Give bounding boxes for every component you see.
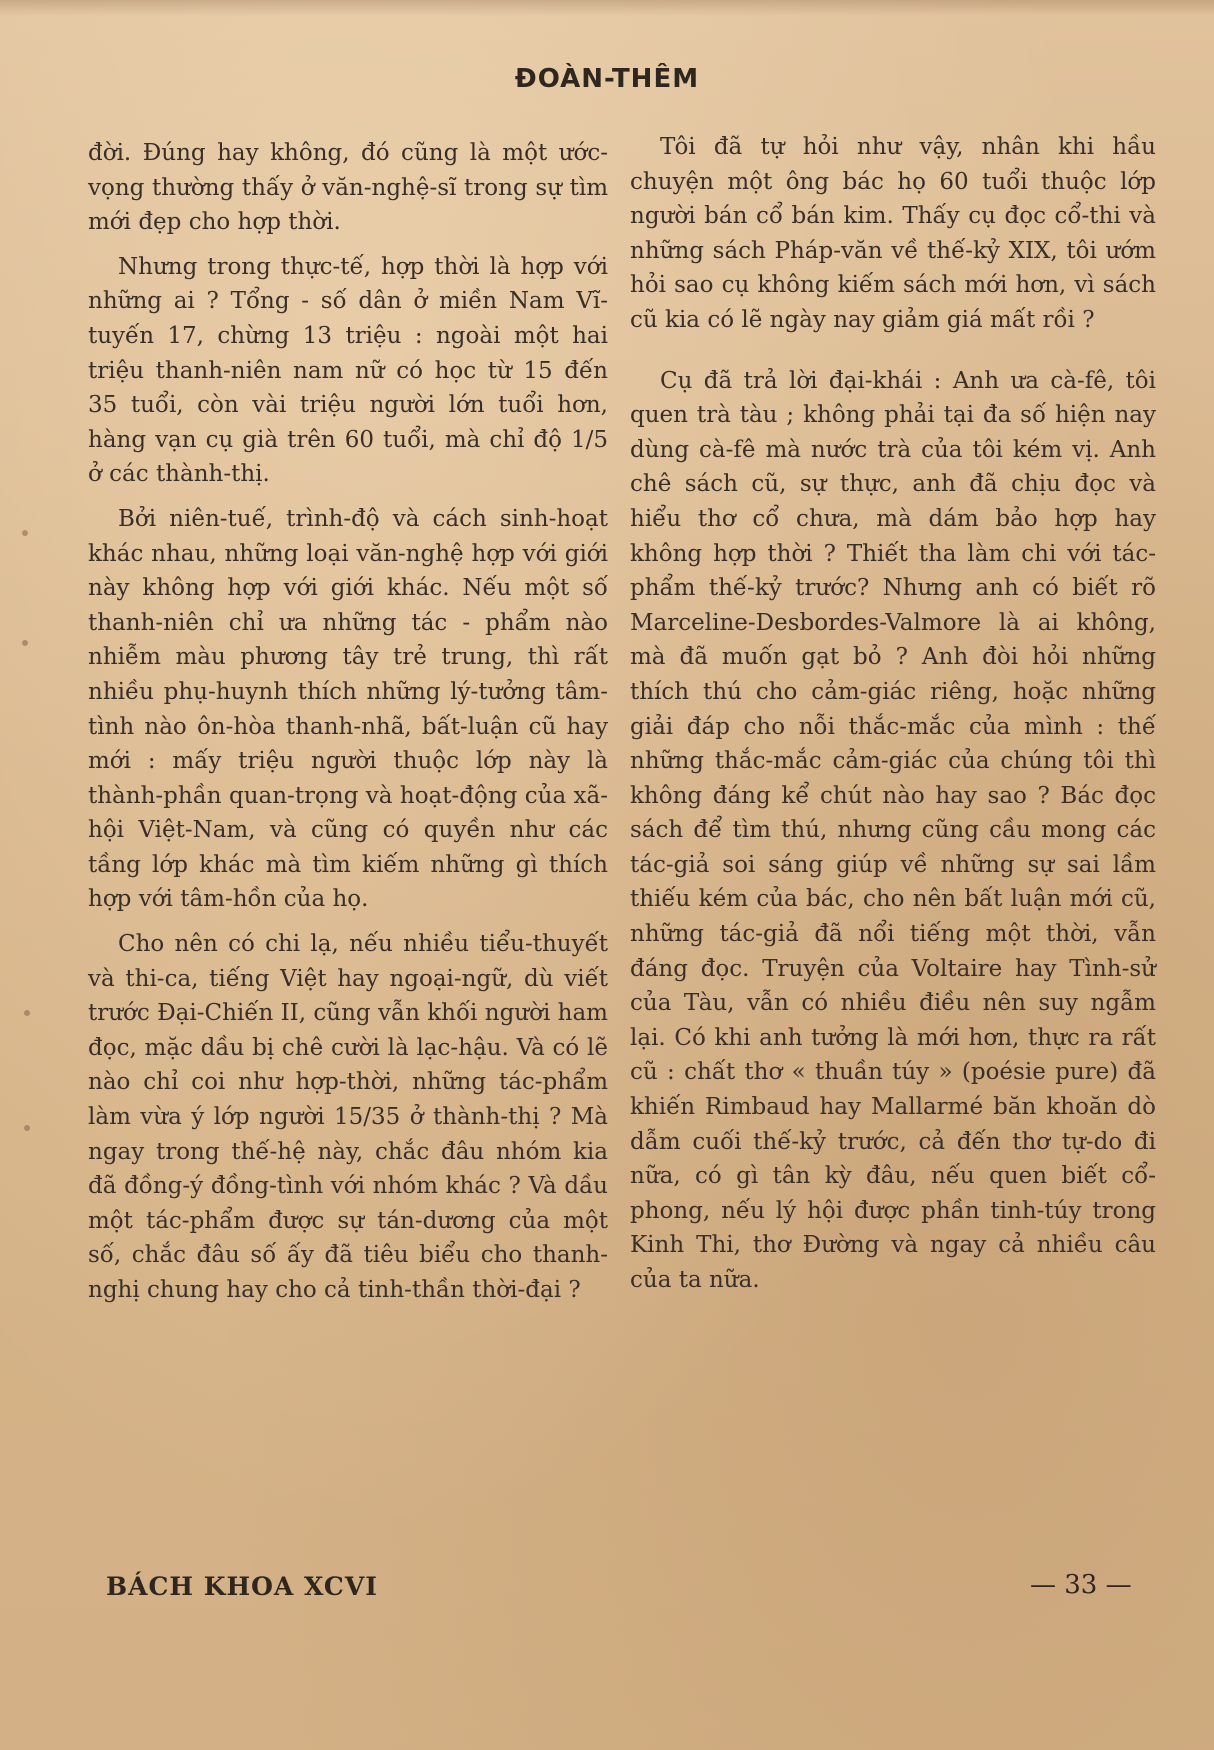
left-paragraph-3: Bởi niên-tuế, trình-độ và cách sinh-hoạt khác nhau, những loại văn-nghệ hợp với giới này không hợp với giới khác. Nếu một số thanh-niên chỉ ưa những tác - phẩm nào nhiễm màu phương tây trẻ trung, thì rất nhiều phụ-huynh thích những lý-tưởng tâm-tình nào ôn-hòa thanh-nhã, bất-luận cũ hay mới : mấy triệu người thuộc lớp này là thành-phần quan-trọng và hoạt-động của xã-hội Việt-Nam, và cũng có quyền như các tầng lớp khác mà tìm kiếm những gì thích hợp với tâm-hồn của họ. (88, 505, 608, 913)
speck (24, 1010, 30, 1016)
left-paragraph-2: Nhưng trong thực-tế, hợp thời là hợp với những ai ? Tổng - số dân ở miền Nam Vĩ-tuyến 17, chừng 13 triệu : ngoài một hai triệu thanh-niên nam nữ có học từ 15 đến 35 tuổi, còn vài triệu người lớn tuổi hơn, hàng vạn cụ già trên 60 tuổi, mà chỉ độ 1/5 ở các thành-thị. (88, 253, 608, 488)
left-paragraph-1: đời. Đúng hay không, đó cũng là một ước-vọng thường thấy ở văn-nghệ-sĩ trong sự tìm mới đẹp cho hợp thời. (88, 140, 608, 236)
page-number: — 33 — (1030, 1570, 1132, 1600)
speck (22, 530, 28, 536)
speck (22, 640, 28, 646)
left-column (88, 136, 608, 1318)
speck (24, 1125, 30, 1131)
right-paragraph-1: Tôi đã tự hỏi như vậy, nhân khi hầu chuyện một ông bác họ 60 tuổi thuộc lớp người bán cổ bán kim. Thấy cụ đọc cổ-thi và những sách Pháp-văn về thế-kỷ XIX, tôi ướm hỏi sao cụ không kiếm sách mới hơn, vì sách cũ kia có lẽ ngày nay giảm giá mất rồi ? (630, 134, 1156, 333)
right-paragraph-2: Cụ đã trả lời đại-khái : Anh ưa cà-fê, tôi quen trà tàu ; không phải tại đa số hiện nay dùng cà-fê mà nước trà của tôi kém vị. Anh chê sách cũ, sự thực, anh đã chịu đọc và hiểu thơ cổ chưa, mà dám bảo hợp hay không hợp thời ? Thiết tha làm chi với tác-phẩm thế-kỷ trước? Nhưng anh có biết rõ Marceline-Desbordes-Valmore là ai không, mà đã muốn gạt bỏ ? Anh đòi hỏi những thích thú cho cảm-giác riêng, hoặc những giải đáp cho nỗi thắc-mắc của mình : thế những thắc-mắc cảm-giác của chúng tôi thì không đáng kể chút nào hay sao ? Bác đọc sách để tìm thú, nhưng cũng cầu mong các tác-giả soi sáng giúp về những sự sai lầm thiếu kém của bác, cho nên bất luận mới cũ, những tác-giả đã nổi tiếng một thời, vẫn đáng đọc. Truyện của Voltaire hay Tình-sử của Tàu, vẫn có nhiều điều nên suy ngẫm lại. Có khi anh tưởng là mới hơn, thực ra rất cũ : chất thơ « thuần túy » (poésie pure) đã khiến Rimbaud hay Mallarmé băn khoăn dò dẫm cuối thế-kỷ trước, cả đến thơ tự-do đi nữa, có gì tân kỳ đâu, nếu quen biết cổ-phong, nếu lý hội được phần tinh-túy trong Kinh Thi, thơ Đường và ngay cả nhiều câu của ta nữa. (630, 367, 1156, 1293)
left-paragraph-4: Cho nên có chi lạ, nếu nhiều tiểu-thuyết và thi-ca, tiếng Việt hay ngoại-ngữ, dù viết trước Đại-Chiến II, cũng vẫn khối người ham đọc, mặc dầu bị chê cười là lạc-hậu. Và có lẽ nào chỉ coi như hợp-thời, những tác-phẩm làm vừa ý lớp người 15/35 ở thành-thị ? Mà ngay trong thế-hệ này, chắc đâu nhóm kia đã đồng-ý đồng-tình với nhóm khác ? Và dầu một tác-phẩm được sự tán-dương của một số, chắc đâu số ấy đã tiêu biểu cho thanh-nghị chung hay cho cả tinh-thần thời-đại ? (88, 931, 608, 1303)
publication-footer: BÁCH KHOA XCVI (106, 1572, 378, 1601)
right-column (630, 130, 1156, 1308)
running-head: ĐOÀN-THÊM (514, 64, 700, 94)
